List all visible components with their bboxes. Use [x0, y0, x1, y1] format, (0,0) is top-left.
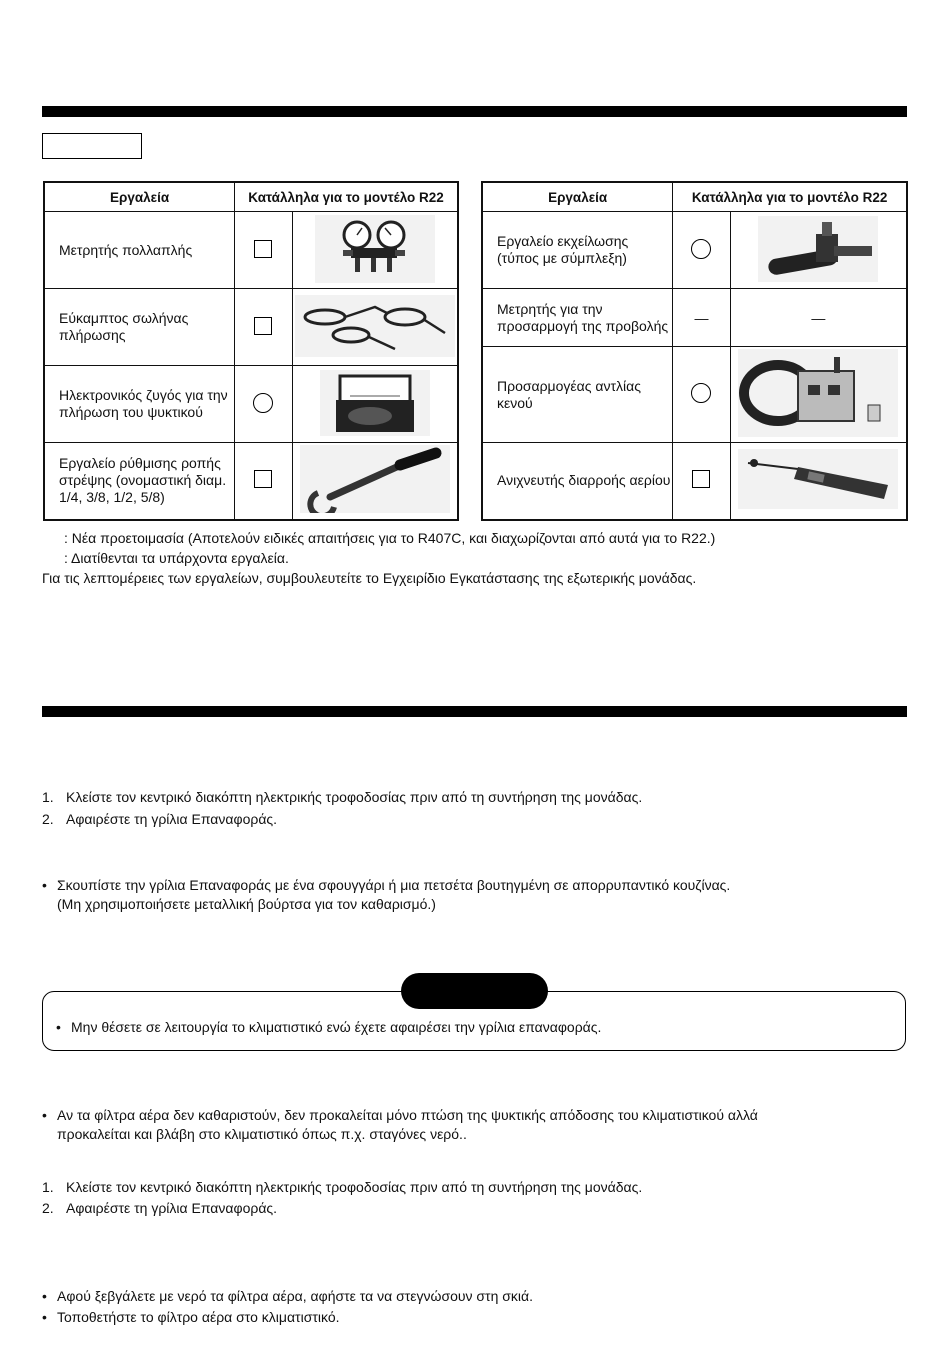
bullet: •	[42, 877, 47, 893]
header-tools: Εργαλεία	[44, 182, 235, 212]
image-dash: —	[730, 289, 907, 347]
bullet: •	[42, 1288, 47, 1304]
table-row	[44, 289, 458, 366]
table-row	[44, 212, 458, 289]
intro-text: Αν τα φίλτρα αέρα δεν καθαριστούν, δεν προκαλείται μόνο πτώση της ψυκτικής απόδοσης του κλιματιστικού αλλά	[57, 1107, 758, 1123]
bullet-text: Αφού ξεβγάλετε με νερό τα φίλτρα αέρα, αφήστε τα να στεγνώσουν στη σκιά.	[57, 1288, 533, 1304]
table-row	[44, 366, 458, 443]
header-suitable: Κατάλληλα για το μοντέλο R22	[235, 182, 458, 212]
legend-details: Για τις λεπτομέρειες των εργαλείων, συμβουλευτείτε το Εγχειρίδιο Εγκατάστασης της εξωτερικής μονάδας.	[42, 570, 697, 586]
table-row	[482, 347, 907, 443]
charge-hose-icon	[292, 289, 458, 366]
torque-wrench-icon	[292, 443, 458, 520]
section-header-bar	[42, 706, 907, 717]
legend-existing: : Διατίθενται τα υπάρχοντα εργαλεία.	[64, 550, 289, 566]
tool-name: Μετρητής για την προσαρμογή της προβολής	[482, 289, 673, 347]
symbol-square	[235, 443, 292, 520]
tool-name: Ηλεκτρονικός ζυγός για την πλήρωση του ψυκτικού	[44, 366, 235, 443]
step-number: 2.	[42, 1200, 54, 1216]
manifold-gauge-icon	[292, 212, 458, 289]
flare-tool-icon	[730, 212, 907, 289]
tool-name: Προσαρμογέας αντλίας κενού	[482, 347, 673, 443]
tool-name: Μετρητής πολλαπλής	[44, 212, 235, 289]
tool-name: Ανιχνευτής διαρροής αερίου	[482, 443, 673, 520]
step-number: 1.	[42, 789, 54, 805]
section-header-bar	[42, 106, 907, 117]
symbol-circle	[235, 366, 292, 443]
symbol-square	[235, 212, 292, 289]
bullet-text: Σκουπίστε την γρίλια Επαναφοράς με ένα σφουγγάρι ή μια πετσέτα βουτηγμένη σε απορρυπαντικό κουζίνας.	[57, 877, 731, 893]
bullet: •	[42, 1309, 47, 1325]
caution-label-pill	[401, 973, 548, 1009]
table-row	[482, 289, 907, 347]
symbol-circle	[673, 347, 730, 443]
header-tools: Εργαλεία	[482, 182, 673, 212]
tool-name: Εργαλείο εκχείλωσης (τύπος με σύμπλεξη)	[482, 212, 673, 289]
symbol-circle	[673, 212, 730, 289]
electronic-scale-icon	[292, 366, 458, 443]
header-suitable: Κατάλληλα για το μοντέλο R22	[673, 182, 907, 212]
tools-table-right	[481, 181, 908, 521]
table-row	[482, 443, 907, 520]
step-number: 2.	[42, 811, 54, 827]
legend-new: : Νέα προετοιμασία (Αποτελούν ειδικές απαιτήσεις για το R407C, και διαχωρίζονται από αυτά για το R22.)	[64, 530, 716, 546]
tool-name: Εργαλείο ρύθμισης ροπής στρέψης (ονομαστική διαμ. 1/4, 3/8, 1/2, 5/8)	[44, 443, 235, 520]
symbol-dash: —	[673, 289, 730, 347]
vacuum-pump-adapter-icon	[730, 347, 907, 443]
bullet-text: (Μη χρησιμοποιήσετε μεταλλική βούρτσα για τον καθαρισμό.)	[57, 896, 436, 912]
caution-text: Μην θέσετε σε λειτουργία το κλιματιστικό ενώ έχετε αφαιρέσει την γρίλια επαναφοράς.	[71, 1019, 602, 1035]
bullet: •	[56, 1019, 61, 1035]
tools-table-left	[43, 181, 459, 521]
intro-text: προκαλείται και βλάβη στο κλιματιστικό όπως π.χ. σταγόνες νερό..	[57, 1126, 467, 1142]
bullet-text: Τοποθετήστε το φίλτρο αέρα στο κλιματιστικό.	[57, 1309, 340, 1325]
step-number: 1.	[42, 1179, 54, 1195]
table-row	[44, 443, 458, 520]
symbol-square	[673, 443, 730, 520]
table-row	[482, 212, 907, 289]
section-label-box	[42, 133, 142, 159]
symbol-square	[235, 289, 292, 366]
step-text: Αφαιρέστε τη γρίλια Επαναφοράς.	[66, 811, 278, 827]
step-text: Αφαιρέστε τη γρίλια Επαναφοράς.	[66, 1200, 278, 1216]
step-text: Κλείστε τον κεντρικό διακόπτη ηλεκτρικής τροφοδοσίας πριν από τη συντήρηση της μονάδας.	[66, 789, 643, 805]
tool-name: Εύκαμπτος σωλήνας πλήρωσης	[44, 289, 235, 366]
bullet: •	[42, 1107, 47, 1123]
step-text: Κλείστε τον κεντρικό διακόπτη ηλεκτρικής τροφοδοσίας πριν από τη συντήρηση της μονάδας.	[66, 1179, 643, 1195]
gas-leak-detector-icon	[730, 443, 907, 520]
